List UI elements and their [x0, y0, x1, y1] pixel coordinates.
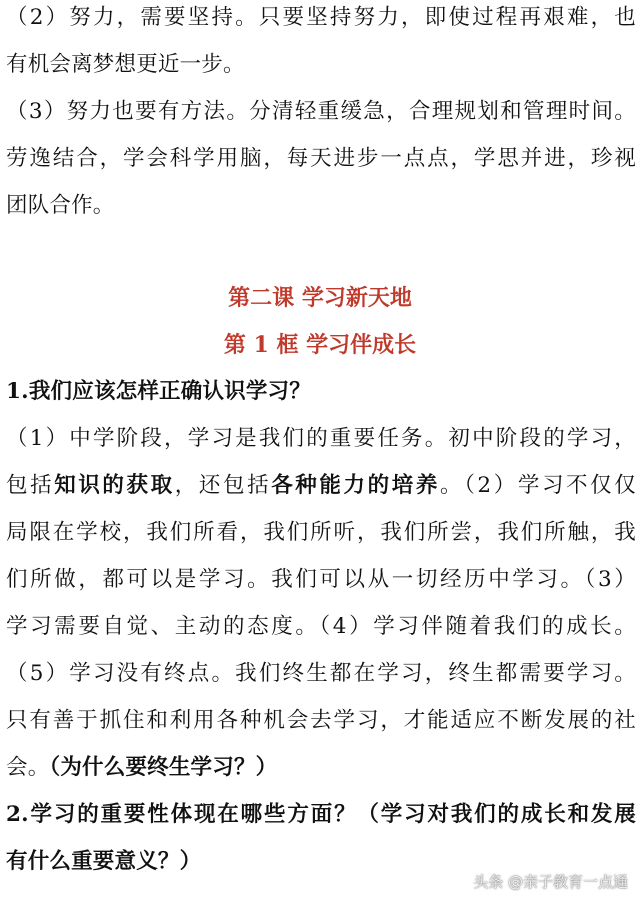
text-line: （2）努力，需要坚持。只要坚持努力，即使过程再艰难，也	[6, 5, 636, 30]
text-line: 局限在学校，我们所看，我们所听，我们所尝，我们所触，我	[6, 520, 636, 545]
lesson-title: 第二课 学习新天地	[228, 285, 412, 311]
text-line: 们所做，都可以是学习。我们可以从一切经历中学习。（3）	[6, 567, 636, 592]
text-line: 学习需要自觉、主动的态度。（4）学习伴随着我们的成长。	[6, 614, 636, 639]
text-line: 劳逸结合，学会科学用脑，每天进步一点点，学思并进，珍视	[6, 146, 636, 171]
emphasis-abilities: 各种能力的培养	[271, 473, 440, 498]
text-span: 包括	[6, 473, 55, 498]
section-title: 第 1 框 学习伴成长	[223, 332, 417, 358]
text-line: 只有善于抓住和利用各种机会去学习，才能适应不断发展的社	[6, 708, 636, 733]
emphasis-why-lifelong: （为什么要终生学习？）	[49, 755, 278, 780]
question-2-title: 2.学习的重要性体现在哪些方面？（学习对我们的成长和发展	[6, 802, 636, 827]
question-1-title: 1.我们应该怎样正确认识学习？	[6, 379, 311, 404]
text-line: 有机会离梦想更近一步。	[6, 52, 245, 77]
text-span: 。（2）学习不仅仅	[439, 473, 636, 498]
text-line: 团队合作。	[6, 193, 115, 218]
text-line: （5）学习没有终点。我们终生都在学习，终生都需要学习。	[6, 661, 636, 686]
text-span: 会。	[6, 755, 50, 780]
question-2-title-cont: 有什么重要意义？）	[6, 849, 202, 874]
text-line: （1）中学阶段，学习是我们的重要任务。初中阶段的学习，	[6, 426, 636, 451]
watermark: 头条 @亲子教育一点通	[473, 873, 628, 891]
emphasis-knowledge: 知识的获取	[54, 473, 175, 498]
text-span: ，还包括	[174, 473, 272, 498]
text-line	[6, 471, 636, 501]
text-line	[6, 753, 636, 783]
text-line: （3）努力也要有方法。分清轻重缓急，合理规划和管理时间。	[6, 99, 636, 124]
